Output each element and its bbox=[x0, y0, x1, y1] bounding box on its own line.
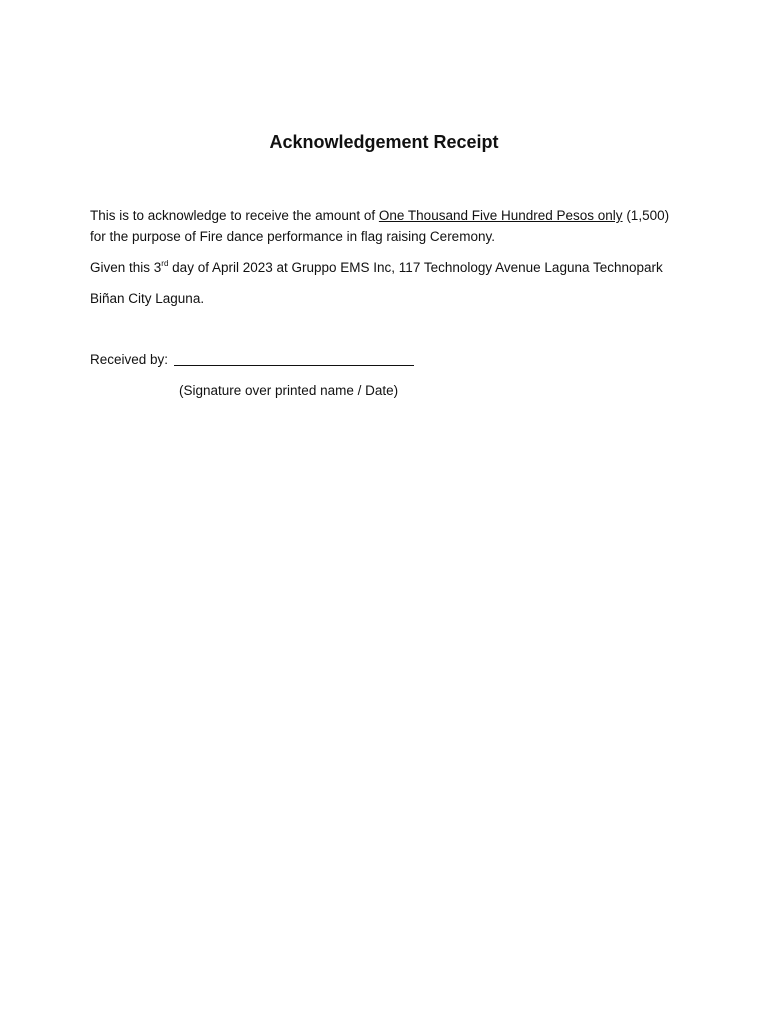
city-text: Biñan City Laguna. bbox=[90, 291, 205, 306]
amount-in-words: One Thousand Five Hundred Pesos only bbox=[378, 208, 623, 223]
received-by-row bbox=[90, 349, 690, 370]
signature-line bbox=[174, 351, 414, 366]
date-location-text: day of April 2023 at Gruppo EMS Inc, 117 Technology Avenue Laguna Technopark bbox=[168, 260, 663, 275]
acknowledgement-text: This is to acknowledge to receive the amount of bbox=[90, 208, 379, 223]
document-title: Acknowledgement Receipt bbox=[269, 132, 499, 152]
amount-in-numbers: (1,500) bbox=[622, 208, 670, 223]
ordinal-superscript: rd bbox=[161, 259, 169, 268]
date-prefix-text: Given this 3 bbox=[90, 260, 162, 275]
signature-caption: (Signature over printed name / Date) bbox=[179, 383, 399, 398]
purpose-text: for the purpose of Fire dance performance in flag raising Ceremony. bbox=[90, 229, 495, 244]
acknowledgement-paragraph bbox=[90, 205, 690, 247]
date-location-paragraph bbox=[90, 257, 690, 278]
received-by-label: Received by: bbox=[90, 352, 172, 367]
